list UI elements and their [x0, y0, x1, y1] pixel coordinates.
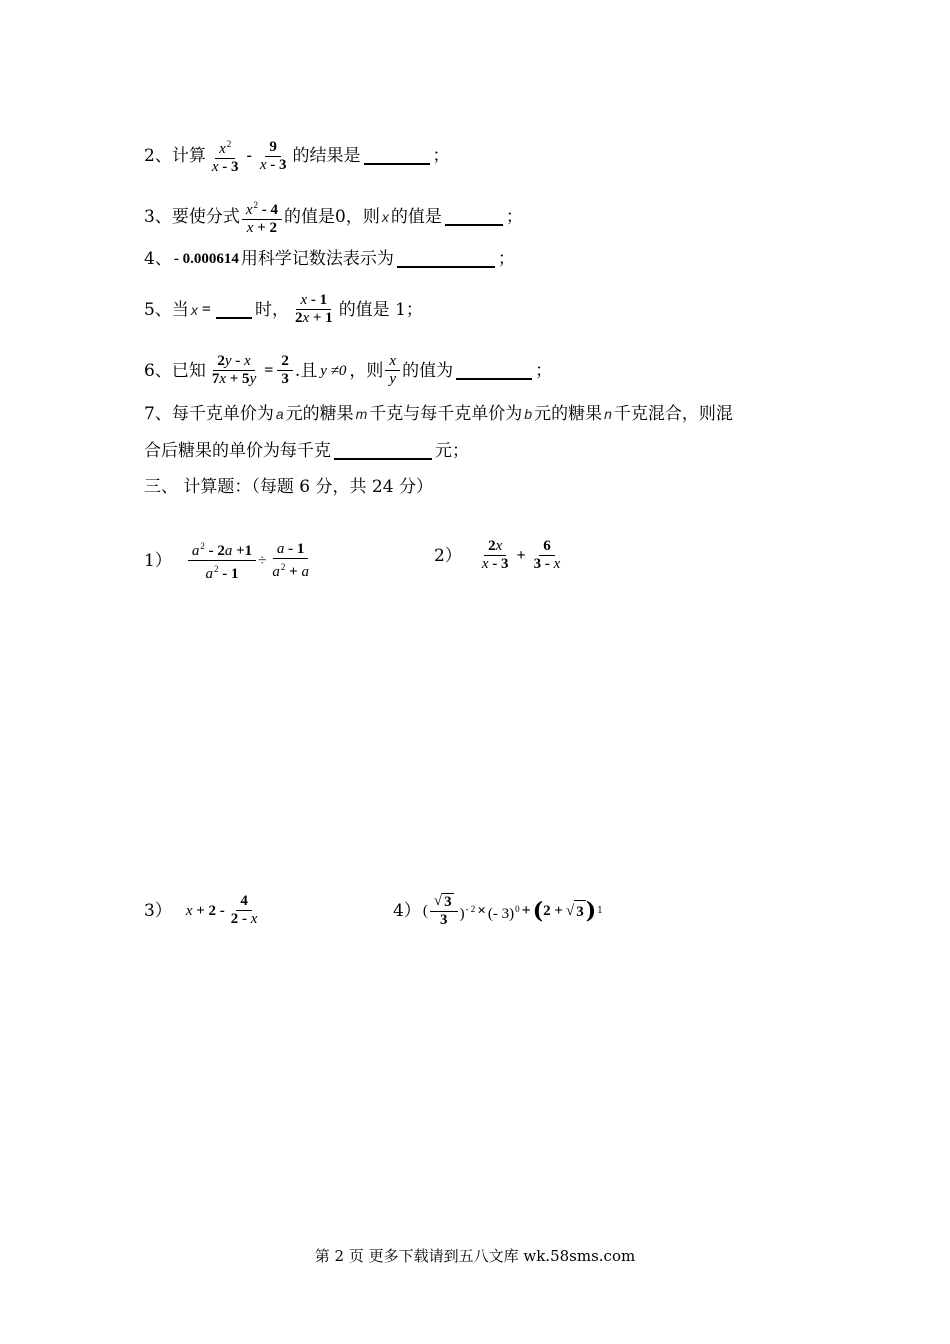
question-4 [144, 248, 515, 270]
q6-fraction-1: $\frac{2y - x}{7x + 5y}$ [211, 353, 257, 387]
q3-prefix: 、要使分式 [154, 207, 240, 227]
q7-var-n: n [604, 406, 612, 422]
q5-equals: = [201, 300, 211, 318]
problem-1-fraction-1: $\frac{a^2 - 2a +1}{a^2 - 1}$ [188, 538, 256, 583]
q4-prefix: 、 [154, 249, 172, 269]
q4-answer-blank[interactable] [397, 250, 495, 268]
q6-condition: y ≠0 [320, 362, 347, 379]
question-7-line-2 [144, 440, 469, 462]
q7-line2-prefix: 合后糖果的单价为每千克 [144, 441, 331, 461]
page-footer: 第 2 页 更多下载请到五八文库 wk.58sms.com [314, 1247, 636, 1265]
q2-suffix: 的结果是 [292, 146, 361, 166]
q3-end: ； [505, 207, 523, 227]
q2-end: ； [432, 146, 450, 166]
q5-suffix: 的值是 1； [338, 299, 423, 320]
q6-middle: .且 [294, 360, 318, 381]
problem-2: 2） $\frac{2x}{x - 3}$ + $\frac{6}{3 - x}$ [434, 538, 566, 573]
q6-suffix: 的值为 [402, 360, 454, 381]
question-6: 6 、已知 $\frac{2y - x}{7x + 5y}$ = $\frac{2}{3}$ .且 y ≠0 ，则 $\frac{x}{y}$ 的值为 ； [144, 353, 553, 387]
q7-text-4: 元的糖果 [534, 404, 603, 424]
question-5 [144, 292, 423, 327]
problem-4: 4） ( √ 3 3 )$^{- 2}$ × (- 3)$^0$ + ( 2 + √ 3 ) 1 [393, 893, 603, 928]
q3-middle: 的值是0，则 [284, 207, 380, 227]
q3-suffix: 的值是 [390, 207, 442, 227]
q5-number: 5 [144, 299, 155, 320]
section-3-heading [144, 476, 433, 498]
q3-variable: x [381, 209, 389, 225]
q6-fraction-2: $\frac{2}{3}$ [277, 353, 293, 388]
q3-number: 3 [144, 207, 155, 227]
q7-answer-blank[interactable] [334, 442, 432, 460]
q6-prefix: 、已知 [154, 360, 206, 381]
question-3 [144, 197, 523, 237]
q5-prefix: 、当 [154, 299, 189, 320]
q6-fraction-3: $\frac{x}{y}$ [385, 353, 400, 388]
q2-fraction-1: $\frac{x^2}{x - 3}$ [208, 136, 243, 176]
q7-text-1: 7、每千克单价为 [144, 404, 274, 424]
q4-number: 4 [144, 249, 155, 269]
problem-3-label: 3） [144, 900, 172, 921]
q4-end: ； [497, 249, 515, 269]
problem-2-label: 2） [434, 545, 462, 566]
problem-4-label: 4） [393, 901, 421, 921]
q2-prefix: 、计算 [154, 146, 206, 166]
problem-3: 3） x + 2 - $\frac{4}{2 - x}$ [144, 893, 263, 928]
q7-text-5: 千克混合，则混 [613, 404, 733, 424]
section-3-title: 三、 计算题：（每题 6 分，共 24 分） [144, 477, 433, 497]
q6-end: ； [535, 360, 553, 381]
q2-fraction-2: $\frac{9}{x - 3}$ [259, 138, 287, 173]
q4-value: - 0.000614 [173, 251, 239, 267]
q7-var-a: a [275, 406, 284, 422]
problem-3-fraction: $\frac{4}{2 - x}$ [230, 893, 258, 927]
question-7-line-1 [144, 403, 733, 425]
q7-line2-suffix: 元； [435, 441, 469, 461]
q5-middle: 时， [254, 299, 289, 320]
q7-text-2: 元的糖果 [285, 404, 354, 424]
q7-var-m: m [355, 406, 368, 422]
q5-fraction: $\frac{x - 1}{2x + 1}$ [294, 292, 333, 326]
q6-then: ，则 [349, 360, 384, 381]
problem-1-fraction-2: $\frac{a - 1}{a^2 + a}$ [272, 540, 309, 580]
problem-1-divide-sign: ÷ [258, 552, 267, 569]
q5-answer-blank[interactable] [216, 301, 252, 319]
q2-number: 2 [144, 146, 155, 166]
q7-var-b: b [524, 406, 533, 422]
problem-1 [144, 538, 315, 583]
problem-2-fraction-1: $\frac{2x}{x - 3}$ [481, 538, 509, 572]
q4-suffix: 用科学记数法表示为 [240, 249, 394, 269]
q3-fraction: $\frac{x^2 - 4}{x + 2}$ [242, 197, 282, 237]
problem-2-fraction-2: $\frac{6}{3 - x}$ [533, 538, 561, 572]
q2-answer-blank[interactable] [364, 147, 430, 165]
question-2: 2 、计算 $\frac{x^2}{x - 3}$ - $\frac{9}{x - 3}$ 的结果是 ； [144, 136, 450, 176]
problem-4-fraction: √ 3 3 [430, 893, 458, 929]
q6-answer-blank[interactable] [456, 362, 532, 380]
q6-number: 6 [144, 360, 155, 381]
problem-1-label: 1） [144, 550, 172, 571]
q7-text-3: 千克与每千克单价为 [369, 404, 523, 424]
q5-variable: x [190, 301, 198, 318]
q3-answer-blank[interactable] [445, 208, 503, 226]
